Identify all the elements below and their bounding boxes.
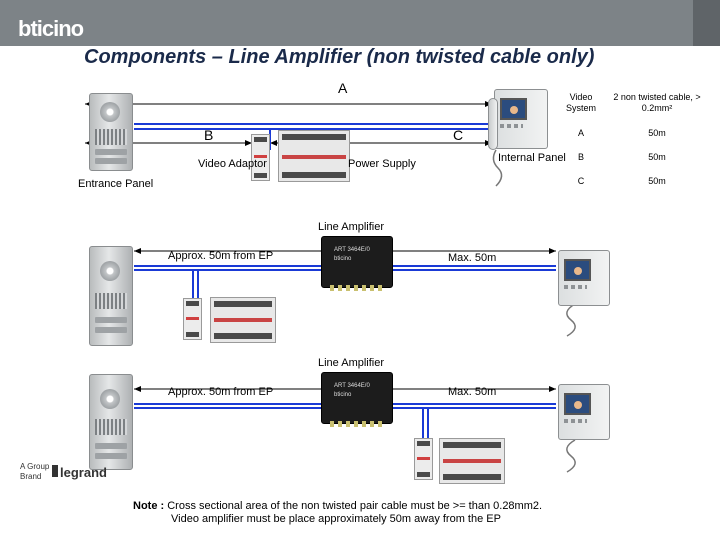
- approx-distance-label-2: Approx. 50m from EP: [168, 250, 274, 262]
- power-supply-1: [278, 130, 350, 182]
- camera-icon: [100, 389, 120, 409]
- video-adaptor-2: [183, 298, 202, 340]
- video-adaptor-3: [414, 438, 433, 480]
- line-amplifier-3: ART 3464E/0 bticino: [321, 372, 393, 424]
- handset-cord-3: [567, 440, 575, 472]
- power-supply-3: [439, 438, 505, 484]
- camera-icon: [100, 261, 120, 281]
- legrand-logo: legrand: [60, 465, 107, 480]
- line-amplifier-label-2: Line Amplifier: [318, 221, 385, 233]
- video-adaptor-label: Video Adaptor: [198, 158, 267, 170]
- group-brand-label: A Group Brand: [20, 462, 50, 481]
- approx-distance-label-3: Approx. 50m from EP: [168, 386, 274, 398]
- screen-face-icon: [510, 106, 518, 114]
- screen-face-icon: [574, 401, 582, 409]
- segment-b-label: B: [204, 127, 214, 143]
- entrance-panel-3: [89, 374, 133, 470]
- entrance-panel-2: [89, 246, 133, 346]
- bticino-logo: bticino: [18, 16, 84, 41]
- table-header-cable: 2 non twisted cable, > 0.2mm²: [613, 92, 701, 113]
- internal-panel-2: [558, 250, 610, 306]
- handset-cord-2: [567, 304, 575, 336]
- line-amplifier-2: ART 3464E/0 bticino: [321, 236, 393, 288]
- line-amplifier-label-3: Line Amplifier: [318, 357, 385, 369]
- camera-icon: [100, 102, 120, 122]
- power-supply-2: [210, 297, 276, 343]
- page-title: Components – Line Amplifier (non twisted cable only): [84, 46, 595, 68]
- power-supply-label: Power Supply: [348, 158, 416, 170]
- max-distance-label-3: Max. 50m: [448, 386, 497, 398]
- internal-panel-label: Internal Panel: [498, 152, 566, 164]
- segment-a-label: A: [338, 80, 348, 96]
- handset-1: [488, 98, 498, 150]
- segment-c-label: C: [453, 127, 464, 143]
- internal-panel-3: [558, 384, 610, 440]
- internal-panel-1: [494, 89, 548, 149]
- max-distance-label-2: Max. 50m: [448, 252, 497, 264]
- note-text: Note : Cross sectional area of the non twisted pair cable must be >= than 0.28mm2. Video amplifier must be place approximately 50m away from the EP: [133, 500, 543, 525]
- speaker-grille: [95, 129, 127, 145]
- table-header-system: Video System: [565, 92, 596, 113]
- screen-face-icon: [574, 267, 582, 275]
- legrand-logo-mark: [52, 465, 58, 477]
- entrance-panel-label: Entrance Panel: [78, 178, 154, 190]
- entrance-panel-1: [89, 93, 133, 171]
